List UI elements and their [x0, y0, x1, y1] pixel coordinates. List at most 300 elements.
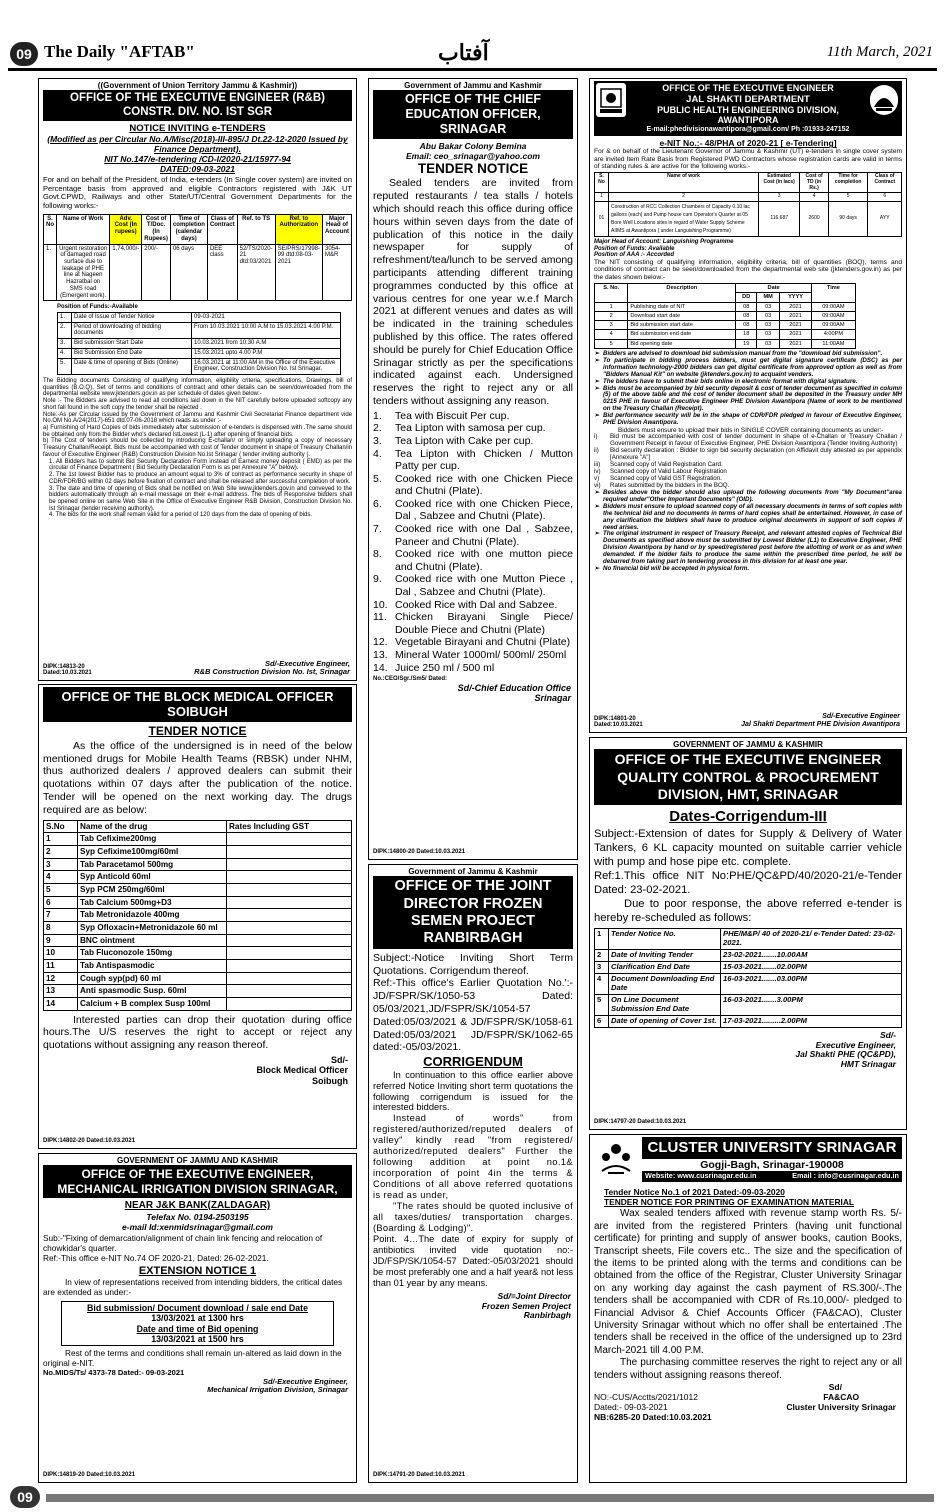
ad6-dates-cell: 08 [736, 311, 757, 320]
table-row [595, 929, 902, 950]
table-row [44, 896, 352, 909]
ad6-dates-cell: 03 [757, 321, 780, 330]
ad3-body: In view of representations received from intending bidders, the critical dates are extended as under:- [43, 1277, 343, 1298]
ad4-sign1: Sd/-Chief Education Office [457, 682, 571, 693]
ad2-drug-rate [227, 947, 352, 960]
ad2-drug-name: Tab Cefixime200mg [78, 833, 227, 846]
ad-chief-education [368, 78, 578, 860]
ad8-no: NO:-CUS/Acctts/2021/1012 [594, 1391, 698, 1402]
list-item [373, 410, 573, 423]
ad6-intro: For & on behalf of the Lieutenant Governor of Jammu & Kashmir (UT) e-tenders in single cover system are invited Item Rate Basis from Registered PWD Contractors whose registration cards are valid in terms of standing rules & are active for the following works:- [594, 148, 902, 171]
ad4-item-text: Mineral Water 1000ml/ 500ml/ 250ml [395, 649, 567, 662]
ad1-title: OFFICE OF THE EXECUTIVE ENGINEER (R&B) CONSTR. DIV. NO. IST SGR [43, 90, 352, 120]
ad1-dates-cell: Date of Issue of Tender Notice [72, 312, 192, 322]
list-item [373, 636, 573, 649]
ad7-sign2: Executive Engineer, [815, 1039, 896, 1050]
ad4-item-text: Tea with Biscuit Per cup. [395, 409, 510, 422]
ad2-drug-num: 11 [44, 959, 78, 972]
ad2-drug-rate [227, 896, 352, 909]
ad6-dates-row [595, 311, 856, 320]
ad6-datelabel: Date [736, 284, 812, 293]
ad7-cell: 17-03-2021.........2.00PM [721, 1015, 902, 1027]
ad6-dates-cell: Publishing date of NIT [628, 302, 736, 311]
ad3-dates-box [61, 1301, 334, 1347]
ad3-dipk: DIPK:14819-20 Dated:10.03.2021 [43, 1472, 136, 1479]
ad1-dates-cell: 16.03.2021 at 11:00 AM in the Office of the Executive Engineer, Construction Division No. Ist Srinagar. [192, 358, 341, 374]
ad7-cell: Document Downloading End Date [609, 974, 721, 995]
ad6-works-num: 3 [758, 193, 799, 202]
ad6-dates-cell: 08 [736, 302, 757, 311]
ad6-bullet2 [594, 531, 902, 566]
ad6-works-num: 1 [595, 193, 609, 202]
ad5-dipk: DIPK:14791-20 Dated:10.03.2021 [373, 1472, 466, 1479]
ad2-drug-name: Tab Calcium 500mg+D3 [78, 896, 227, 909]
ad6-dates-cell: 2021 [780, 321, 812, 330]
ad2-drug-rate [227, 972, 352, 985]
ad3-d2: Date and time of Bid opening [136, 1323, 259, 1334]
ad6-doc [594, 434, 902, 448]
ad7-cell: Date of opening of Cover 1st. [609, 1015, 721, 1027]
ad1-works-cell: 06 days [170, 244, 207, 301]
university-logo-icon [596, 1139, 636, 1179]
ad5-title: OFFICE OF THE JOINT DIRECTOR FROZEN SEMEN PROJECT RANBIRBAGH [373, 876, 573, 948]
ad1-sub-b: b) The Cost of tenders should be collected by introducing E-challan/ or simply uploading a copy of necessary Treasury Challan/Receipt. Bids must be accompanied with cost of Tender document in shape of Treasury Challan/in favour of Executive Engineer (R&B) Construction Division No.Ist Srinagar ( tender inviting authority ). [43, 438, 352, 458]
ad4-email: Email: ceo_srinagar@yahoo.com [406, 151, 540, 162]
ad6-dates-cell: 2021 [780, 302, 812, 311]
ad2-body: As the office of the undersigned is in need of the below mentioned drugs for Mobile Health Teams (RBSK) under NHM, thus authorized dealers / approved dealers can submit their quotations within 07 days after the publication of the notice. Tender will be opened on the next working day. The drugs required are as below: [43, 739, 352, 816]
ad2-drug-rate [227, 921, 352, 934]
ad8-sign2: Cluster University Srinagar [786, 1401, 896, 1412]
ad2-drug-name: Syp Cefixime100mg/60ml [78, 845, 227, 858]
ad7-cell: PHE/M&P/ 40 of 2020-21/ e-Tender Dated: 23-02-2021. [721, 929, 902, 950]
ad-jal-shakti-awantipora [589, 78, 907, 733]
ad6-doc [594, 448, 902, 462]
ad3-ref: Ref:-This office e-NIT No.74 OF 2020-21, Dated: 26-02-2021. [43, 1252, 269, 1263]
ad4-item-num: 5. [373, 472, 382, 485]
ad4-item-num: 14. [373, 661, 388, 674]
ad4-item-text: Cooked rice with one Chicken Piece, Dal , Sabzee and Chutni (Plate). [395, 497, 573, 523]
ad8-tn: Tender Notice No.1 of 2021 Dated:-09-03-2020 [604, 1186, 785, 1197]
ad1-point: 3. The date and time of opening of Bids shall be notified on Web Site www.jktenders.gov.in and conveyed to the bidders automatically through an e-mail message on their e-mail address. The bids of Responsive bidders shall be opened online on same Web Site in the Office of Executive Engineer R&B Division, Construction Division No. Ist Srinagar (tender receiving authority). [49, 485, 352, 512]
arrow-icon: ➢ [594, 412, 600, 420]
ad1-works-header: S. No [44, 214, 57, 244]
ad6-doc-text: Scanned copy of Valid Registration Card. [610, 461, 723, 469]
ad1-dates-cell: 3. [58, 339, 72, 349]
ad2-drug-name: Tab Metronidazole 400mg [78, 909, 227, 922]
ad6-dh3: MM [757, 293, 780, 302]
ad5-p4: Point. 4…The date of expiry for supply of antibiotics invited vide quotation no:- JD/FSP/SK/1054-57 Dated:-05/03/2021 should be most preferably one and a half year& not less than 01 year by any means. [373, 1234, 574, 1288]
ad8-p2: The purchasing committee reserves the right to reject any or all tenders without assigning reasons thereof. [594, 1357, 902, 1381]
ad6-works-cell: 116.687 [758, 201, 799, 236]
ad1-dates-row [58, 322, 341, 338]
ad1-dates-cell: From 10.03.2021 10:00 A.M to 15.03.2021 4.00 P.M. [192, 322, 341, 338]
ad6-bullet2-text: The original instrument in respect of Treasury Receipt, and relevant attested copies of Technical Bid Documents as specified above must be submitted by Lowest Bidder (L1) to Executive Engineer, PHE Division Awantipora by hand or by speed/registered post before the allotting of work or as and when demanded. If the bidder fails to produce the same within the prescribed time period, he will be debarred from taking part in tendering process in this division for at least one year. [603, 530, 902, 566]
ad1-para1: The Bidding documents Consisting of qualifying information, eligibility criteria, specifications, Drawings, bill of quantities (B.O.Q), Set of terms and conditions of contract and other details can be seen/downloaded from the departmental website www.jktenders.gov.in as per schedule of dates given below:- [43, 378, 352, 398]
ad6-dh2: DD [736, 293, 757, 302]
ad1-works-header: Ref. to TS [237, 214, 275, 244]
ad2-drug-num: 10 [44, 947, 78, 960]
list-item [373, 599, 573, 612]
ad6-dates-row [595, 339, 856, 348]
ad2-drug-num: 12 [44, 972, 78, 985]
ad2-h1: Name of the drug [78, 820, 227, 833]
ad5-p3: "The rates should be quoted inclusive of all taxes/duties/ transportation charges. (Boarding & Lodging)". [373, 1201, 573, 1234]
table-row [44, 985, 352, 998]
ad7-sign1: Sd/- [879, 1029, 896, 1040]
ad6-dates-cell: 18 [736, 330, 757, 339]
list-item [373, 662, 573, 675]
ad1-dates-table [57, 312, 341, 375]
ad4-item-num: 1. [373, 409, 382, 422]
ad6-dates-cell: 5 [595, 339, 628, 348]
ad6-bullet [594, 358, 902, 379]
ad3-near: NEAR J&K BANK(ZALDAGAR) [124, 1200, 271, 1212]
ad6-doc-text: Bid security declaration : Bidder to sign bid security declaration (on Affidavit duly attested as per appendix [Annexure "A"] [610, 447, 902, 462]
ad1-point: 1. All Bidders has to submit Bid Security Declaration Form instead of Earnest money deposit ( EMD) as per the circular of Finance Department ( Bid Security Declaration Form is as per Annexure "A" below). [49, 458, 352, 472]
ad1-dated2: Dated:10.03.2021 [43, 670, 92, 677]
ad6-doc-num: ii) [594, 447, 599, 455]
ad-quality-control [589, 737, 907, 1130]
ad4-item-text: Vegetable Birayani and Chutni (Plate) [395, 636, 571, 649]
ad8-p1: Wax sealed tenders affixed with revenue stamp worth Rs. 5/- are invited from the registered Printers (having unit functional certificate) for printing and supply of answer books, caution Books, Transcript sheets, File covers etc.. The size and the specification of the items to be printed along with the terms and conditions can be obtained from the office of the Registrar, Cluster University Srinagar on any working day against the cash payment of RS.300/-.The tenders shall be accompanied with CDR of Rs.10,000/- pledged to Financial Advisor & Chief Accounts Officer (FA&CAO), Cluster University Srinagar without which no offer shall be entertained .The tenders shall be received in the office of the undersigned up to 23rd March-2021 till 4.00 P.M. [594, 1208, 902, 1356]
ad6-dates-cell: 09:00AM [811, 311, 855, 320]
table-row [44, 871, 352, 884]
ad7-title: OFFICE OF THE EXECUTIVE ENGINEER QUALITY CONTROL & PROCUREMENT DIVISION, HMT, SRINAGAR [594, 749, 902, 804]
ad1-dates-cell: 2. [58, 322, 72, 338]
ad4-item-text: Tea Lipton with samosa per cup. [395, 422, 546, 435]
list-item [373, 498, 573, 523]
ad5-sub: Subject:-Notice Inviting Short Term Quotations. Corrigendum thereof. [373, 951, 573, 977]
table-row [44, 947, 352, 960]
ad2-drug-rate [227, 934, 352, 947]
ad4-item-text: Tea Lipton with Chicken / Mutton Patty per cup. [395, 447, 573, 473]
list-item [373, 523, 573, 548]
ad1-note1: Note :- The Bidders are advised to read all conditions laid down in the NIT carefully before uploaded softcopy any short fall found in the soft copy the tender shall be rejected . [43, 398, 352, 411]
ad1-point: 4. The bids for the work shall remain valid for a period of 120 days from the date of opening of bids. [49, 512, 313, 519]
list-item [373, 573, 573, 598]
ad4-item-text: Cooked rice with one mutton piece and Chutni (Plate). [395, 548, 573, 573]
ad7-ref: Ref:1.This office NIT No:PHE/QC&PD/40/2020-21/e-Tender Dated: 23-02-2021. [594, 870, 902, 897]
ad2-drug-rate [227, 858, 352, 871]
ad5-corr: CORRIGENDUM [423, 1054, 523, 1070]
ad4-item-text: Cooked rice with one Mutton Piece , Dal , Sabzee and Chutni (Plate). [395, 573, 573, 599]
ad7-cell: 23-02-2021.......10.00AM [721, 950, 902, 962]
ad4-item-num: 4. [373, 447, 382, 460]
ad1-dates-cell: 1. [58, 312, 72, 322]
ad3-rest: Rest of the terms and conditions shall remain un-altered as laid down in the original e-NIT. [43, 1348, 342, 1369]
ad6-enit: e-NIT No.:- 48/PHA of 2020-21 [ e-Tendering] [659, 138, 837, 149]
ad6-para: The NIT consisting of qualifying information, eligibility criteria, bill of quantities (BOQ), terms and conditions of contract can be seen/downloaded from the departmental web site (jktenders.gov.in) as per the dates shown below:- [594, 258, 902, 281]
table-row [44, 858, 352, 871]
ad2-drug-rate [227, 871, 352, 884]
ad1-dates-cell: 10.03.2021 from 10:30 A.M [192, 339, 341, 349]
ad4-item-num: 12. [373, 636, 388, 649]
ad7-sign3: Jal Shakti PHE (QC&PD), [795, 1049, 896, 1060]
ad6-works-cell: 90 days [828, 201, 868, 236]
ad1-works-cell: 1,74,000/- [110, 244, 142, 301]
ad2-drug-name: Cough syp(pd) 60 ml [78, 972, 227, 985]
ad6-t3: PUBLIC HEALTH ENGINEERING DIVISION, AWANTIPORA [657, 104, 839, 126]
ad2-sign1: Sd/- [331, 1055, 348, 1066]
emblem-icon [596, 83, 626, 117]
ad1-dates-cell: 09-03-2021 [192, 312, 341, 322]
ad2-drug-rate [227, 883, 352, 896]
ad7-cell: Tender Notice No. [609, 929, 721, 950]
ad7-cell: On Line Document Submission End Date [609, 995, 721, 1016]
ad1-gov: ((Government of Union Territory Jammu & Kashmir)) [97, 81, 298, 90]
ad1-nit: NIT No.147/e-tendering /CD-I/2020-21/15977-94 [104, 154, 291, 165]
ad1-dates-cell: 5. [58, 358, 72, 374]
arrow-icon: ➢ [594, 356, 600, 364]
ad2-drug-num: 14 [44, 998, 78, 1011]
ad1-works-cell: DEE class [207, 244, 237, 301]
ad4-dipk: DIPK:14800-20 Dated:10.03.2021 [373, 849, 466, 856]
ad2-drug-name: BNC ointment [78, 934, 227, 947]
ad4-item-num: 8. [373, 548, 382, 561]
ad6-dates-cell: 19 [736, 339, 757, 348]
ad6-works-header: Cost of TD (in Rs.) [800, 173, 828, 193]
ad4-title: OFFICE OF THE CHIEF EDUCATION OFFICER, SRINAGAR [373, 90, 573, 139]
ad6-bullets2 [594, 490, 902, 573]
ad-mechanical-irrigation [38, 1153, 357, 1483]
ad7-cell: 4 [595, 974, 609, 995]
ad1-works-header: Ref. to Authorization [275, 214, 322, 244]
ad3-d1: Bid submission/ Document download / sale end Date [87, 1302, 308, 1313]
table-row [44, 959, 352, 972]
ad8-web: Website: www.cusrinagar.edu.in [645, 1171, 757, 1181]
ad6-t1: OFFICE OF THE EXECUTIVE ENGINEER [662, 83, 834, 93]
ad1-dates-cell: 15.03.2021 upto 4.00 P.M [192, 348, 341, 358]
ad3-no: No.MIDS/Ts/ 4373-78 Dated:- 09-03-2021 [43, 1367, 185, 1377]
ad2-drug-num: 6 [44, 896, 78, 909]
ad1-works-cell: SE/PRS/17998-99 dtd:08-03-2021 [275, 244, 322, 301]
ad1-notice: NOTICE INVITING e-TENDERS [129, 122, 266, 134]
ad4-item-num: 6. [373, 497, 382, 510]
ad2-drug-rate [227, 998, 352, 1011]
ad6-doc-text: Scanned copy of Valid GST Registration. [610, 474, 722, 482]
ad6-dates-cell: 03 [757, 330, 780, 339]
ad6-dates-cell: 03 [757, 302, 780, 311]
ad2-drug-num: 8 [44, 921, 78, 934]
ad6-bullet2 [594, 504, 902, 532]
ad6-email: E-mail:phedivisionawantipora@gmail.com/ Ph :01933-247152 [646, 126, 850, 134]
ad4-item-num: 7. [373, 523, 382, 536]
ad1-dates-row [58, 358, 341, 374]
ad5-p2: Instead of words" from registered/authorized/reputed dealers of valley" kindly read "from registered/ authorized/reputed dealers" Further the following addition at point no.1& incorporation of point 4in the terms & Conditions of all above referred quotations is read as under, [373, 1113, 573, 1201]
ad6-dh0: S. No. [595, 284, 628, 303]
ad4-item-num: 9. [373, 573, 382, 586]
ad7-cell: 2 [595, 950, 609, 962]
ad6-dates-cell: 11:00AM [811, 339, 855, 348]
ad7-cell: 1 [595, 929, 609, 950]
ad2-drug-num: 5 [44, 883, 78, 896]
ad5-gov: Government of Jammu & Kashmir [408, 867, 538, 876]
ad4-item-num: 13. [373, 649, 388, 662]
ad1-dated: DATED:09-03-2021 [160, 164, 235, 175]
ad5-sign2: Frozen Semen Project [481, 1300, 571, 1311]
ad6-dated: Dated:10.03.2021 [594, 722, 643, 729]
ad1-sign2: R&B Construction Division No. Ist, Srinagar [194, 667, 350, 677]
ad6-bullet [594, 386, 902, 414]
ad6-works-header: Time for completion [828, 173, 868, 193]
ad6-docs-intro: Bidders must ensure to upload their bids in SINGLE COVER containing documents as under:- [618, 427, 884, 435]
ad3-notice: EXTENSION NOTICE 1 [138, 1265, 257, 1278]
ad5-sign3: Ranbirbagh [523, 1310, 571, 1321]
ad2-drug-table [43, 820, 352, 1011]
ad2-drug-num: 7 [44, 909, 78, 922]
ad7-cell: Date of Inviting Tender [609, 950, 721, 962]
table-row [595, 995, 902, 1016]
table-row [44, 883, 352, 896]
ad6-dates-cell: 4:00PM [811, 330, 855, 339]
ad2-drug-num: 13 [44, 985, 78, 998]
ad6-dh4: YYYY [780, 293, 812, 302]
arrow-icon: ➢ [594, 377, 600, 385]
ad1-works-cell: 200/- [142, 244, 171, 301]
ad6-works-header: Class of Contract [868, 173, 902, 193]
ad-frozen-semen [368, 864, 578, 1483]
ad4-addr: Abu Bakar Colony Bemina [419, 141, 527, 152]
header-rule [8, 68, 937, 71]
ad6-dates-cell: 2021 [780, 311, 812, 320]
ad6-dates-row [595, 330, 856, 339]
table-row [44, 833, 352, 846]
ad2-drug-num: 4 [44, 871, 78, 884]
ad-block-medical [38, 684, 357, 1149]
table-row [44, 972, 352, 985]
ad8-sd: Sd/ [828, 1381, 842, 1392]
page-footer [8, 1486, 937, 1508]
ad1-point: 2. The 1st lowest Bidder has to produce an amount equal to 3% of contract as performance security in shape of CDR/FDR/BG within 02 days before fixation of contract and shall be released after successful completion of work. [49, 472, 352, 485]
ad2-drug-name: Syp Ofloxacin+Metronidazole 60 ml [78, 921, 227, 934]
paper-logo: آفتاب [438, 40, 489, 65]
ad7-sign4: HMT Srinagar [840, 1059, 896, 1070]
ad2-drug-num: 3 [44, 858, 78, 871]
table-row [44, 998, 352, 1011]
ad3-email: e-mail Id:xenmidsrinagar@gmail.com [122, 1222, 273, 1233]
ad3-sign2: Mechanical Irrigation Division, Srinagar [207, 1385, 348, 1395]
ad1-works-header: Class of Contract [207, 214, 237, 244]
ad6-works-table [594, 172, 902, 236]
table-row [44, 845, 352, 858]
list-item [373, 548, 573, 573]
ad7-body: Due to poor response, the above referred e-tender is hereby re-scheduled as follows: [594, 898, 902, 925]
ad4-gov: Government of Jammu and Kashmir [404, 81, 542, 90]
ad6-dates-cell: 03 [757, 339, 780, 348]
ad3-gov: GOVERNMENT OF JAMMU AND KASHMIR [116, 1156, 279, 1165]
table-row [595, 962, 902, 974]
ad6-bullet2 [594, 490, 902, 504]
ad1-sub-a: a) Furnishing of Hard Copies of bids immediately after submission of e-tenders is dispensed with .The same should be obtained only from the Bidder who's declared lstLowest (L-1) after opening of financial bids. [43, 425, 352, 438]
ad5-p1: In continuation to this office earlier above referred Notice Inviting short term quotations the following corrigendum is issued for the interested bidders. [373, 1069, 573, 1113]
ad4-item-text: Cooked rice with one Chicken Piece and Chutni (Plate). [395, 472, 573, 498]
ad1-works-header: Major Head of Account [323, 214, 352, 244]
ad6-works-cell: AYY [868, 201, 902, 236]
ad8-title: CLUSTER UNIVERSITY SRINAGAR [642, 1137, 902, 1159]
ad6-dates-cell: Download start date [628, 311, 736, 320]
ad5-sign1: Sd/=Joint Director [497, 1290, 571, 1301]
list-item [373, 473, 573, 498]
ad2-h2: Rates Including GST [227, 820, 352, 833]
page-header [8, 40, 937, 68]
ad2-sign3: Soibugh [312, 1075, 348, 1086]
ad1-dates-cell: Bid submission Start Date [72, 339, 192, 349]
ad1-works-header: Adv. Cost (In rupees) [110, 214, 142, 244]
ad6-dates-cell: 09:00AM [811, 321, 855, 330]
ad8-nb: NB:6285-20 Dated:10.03.2021 [594, 1412, 712, 1422]
ad6-dates-table [594, 283, 856, 349]
ad1-funds: Position of Funds:-Available [57, 304, 138, 311]
arrow-icon: ➢ [594, 530, 600, 538]
arrow-icon: ➢ [594, 349, 600, 357]
ad6-works-header: Estimated Cost (in lacs) [758, 173, 799, 193]
issue-date: 11th March, 2021 [826, 44, 933, 60]
ad2-drug-rate [227, 985, 352, 998]
ad4-notice: TENDER NOTICE [417, 161, 529, 177]
ad1-dates-cell: Period of downloading of bidding documents [72, 322, 192, 338]
ad6-works-header: Name of work [608, 173, 758, 193]
ad6-dates-cell: 1 [595, 302, 628, 311]
ad2-title: OFFICE OF THE BLOCK MEDICAL OFFICER SOIBUGH [43, 687, 352, 722]
ad1-sign1: Sd/-Executive Engineer, [264, 658, 350, 668]
arrow-icon: ➢ [594, 565, 600, 573]
page-number: 09 [10, 42, 38, 66]
ad2-drug-rate [227, 959, 352, 972]
ad2-h0: S.No [44, 820, 78, 833]
ad2-drug-rate [227, 833, 352, 846]
ad6-funds: Position of Funds: Available [594, 245, 675, 252]
ad1-dates-row [58, 312, 341, 322]
ad2-notice: TENDER NOTICE [148, 723, 247, 738]
ad6-sign1: Sd/-Executive Engineer [822, 713, 900, 721]
ad1-dates-cell: Date & time of opening of Bids (Online) [72, 358, 192, 374]
ad7-cell: 6 [595, 1015, 609, 1027]
ad6-bullet2-text: Bidders must ensure to upload scanned copy of all necessary documents in terms of soft copies with the technical bid and no documents in terms of hard copies shall be entertained. However, in case of any clarification the bidders shall have to produce original documents in support of soft copies if need arises. [603, 502, 902, 531]
ad1-dates-cell: 4. [58, 348, 72, 358]
ad1-dipk: DIPK:14813-20 [43, 663, 85, 670]
ad7-cell: 3 [595, 962, 609, 974]
ad6-works-cell: Construction of RCC Collection Chambers of Capacity 0.10 lac gallons (each) and Pump house cum Operator's Quarter at 05 Bore Well Locations sites in regard of Water Supply Scheme AIIMS at Awantipora ( under Languishing Programme) [608, 201, 758, 236]
ad6-dates-cell: 3 [595, 321, 628, 330]
ad7-cell: 15-03-2021.......02.00PM [721, 962, 902, 974]
ad4-item-num: 11. [373, 611, 387, 624]
ad4-body: Sealed tenders are invited from reputed restaurants / tea stalls / hotels which should reach this office during office hours within seven days from the date of publication of this notice in the daily newspaper for supply of refreshment/tea/lunch to be served among participants attending different training programmes conducted by this office at various centres for one year w.e.f March 2021 at different venues and dates as will be indicated in the training schedules published by this office. The rates offered should be purely for Chief Education Office Srinagar strictly as per the specifications indicated against each. Undersigned reserves the right to reject any or all tenders without assigning any reason. [373, 177, 573, 407]
ad3-d1v: 13/03/2021 at 1300 hrs [151, 1313, 244, 1324]
ad6-bullet-text: The bidders have to submit their bids online in electronic format with digital signature. [603, 377, 858, 385]
ad6-bullet-text: To participate in bidding process bidders, must get digital signature certificate (DSC) as per information technology-2000 bidders can get digital certificate from approved option as well as from "Bidders Manual Kit" on website (jktenders.gov.in) to acquaint venders. [603, 356, 902, 378]
ad7-corr: Dates-Corrigendum-III [669, 807, 827, 825]
ad4-item-text: Tea Lipton with Cake per cup. [395, 434, 534, 447]
table-row [595, 974, 902, 995]
ad6-bullet2 [594, 566, 902, 573]
ad4-item-num: 10. [373, 598, 388, 611]
ad1-modified: (Modified as per Circular No.A/Misc(2018)-III-895/J Dt.22-12-2020 Issued by Finance Department). [47, 134, 348, 155]
ad1-works-cell: Urgent restoration of damaged road surface due to leakage of PHE line at Nageen Hazratbal on SMS road (Emergent work). [57, 244, 110, 301]
ad2-drug-num: 9 [44, 934, 78, 947]
ad6-sign2: Jal Shakti Department PHE Division Awantipora [741, 721, 900, 729]
ad1-works-cell: 1. [44, 244, 57, 301]
ad2-drug-name: Anti spasmodic Susp. 60ml [78, 985, 227, 998]
ad7-gov: GOVERNMENT OF JAMMU & KASHMIR [673, 740, 823, 749]
ad8-addr: Gogji-Bagh, Srinagar-190008 [700, 1158, 844, 1171]
ad2-drug-name: Tab Fluconozole 150mg [78, 947, 227, 960]
ad8-tn2: TENDER NOTICE FOR PRINTING OF EXAMINATION MATERIAL [604, 1196, 855, 1207]
ad3-title: OFFICE OF THE EXECUTIVE ENGINEER, MECHANICAL IRRIGATION DIVISION SRINAGAR, [43, 1165, 352, 1198]
ad6-dates-cell: 09:00AM [811, 302, 855, 311]
arrow-icon: ➢ [594, 502, 600, 510]
ad1-works-header: Cost of T/Doc. (In Rupees) [142, 214, 171, 244]
ad2-drug-num: 2 [44, 845, 78, 858]
